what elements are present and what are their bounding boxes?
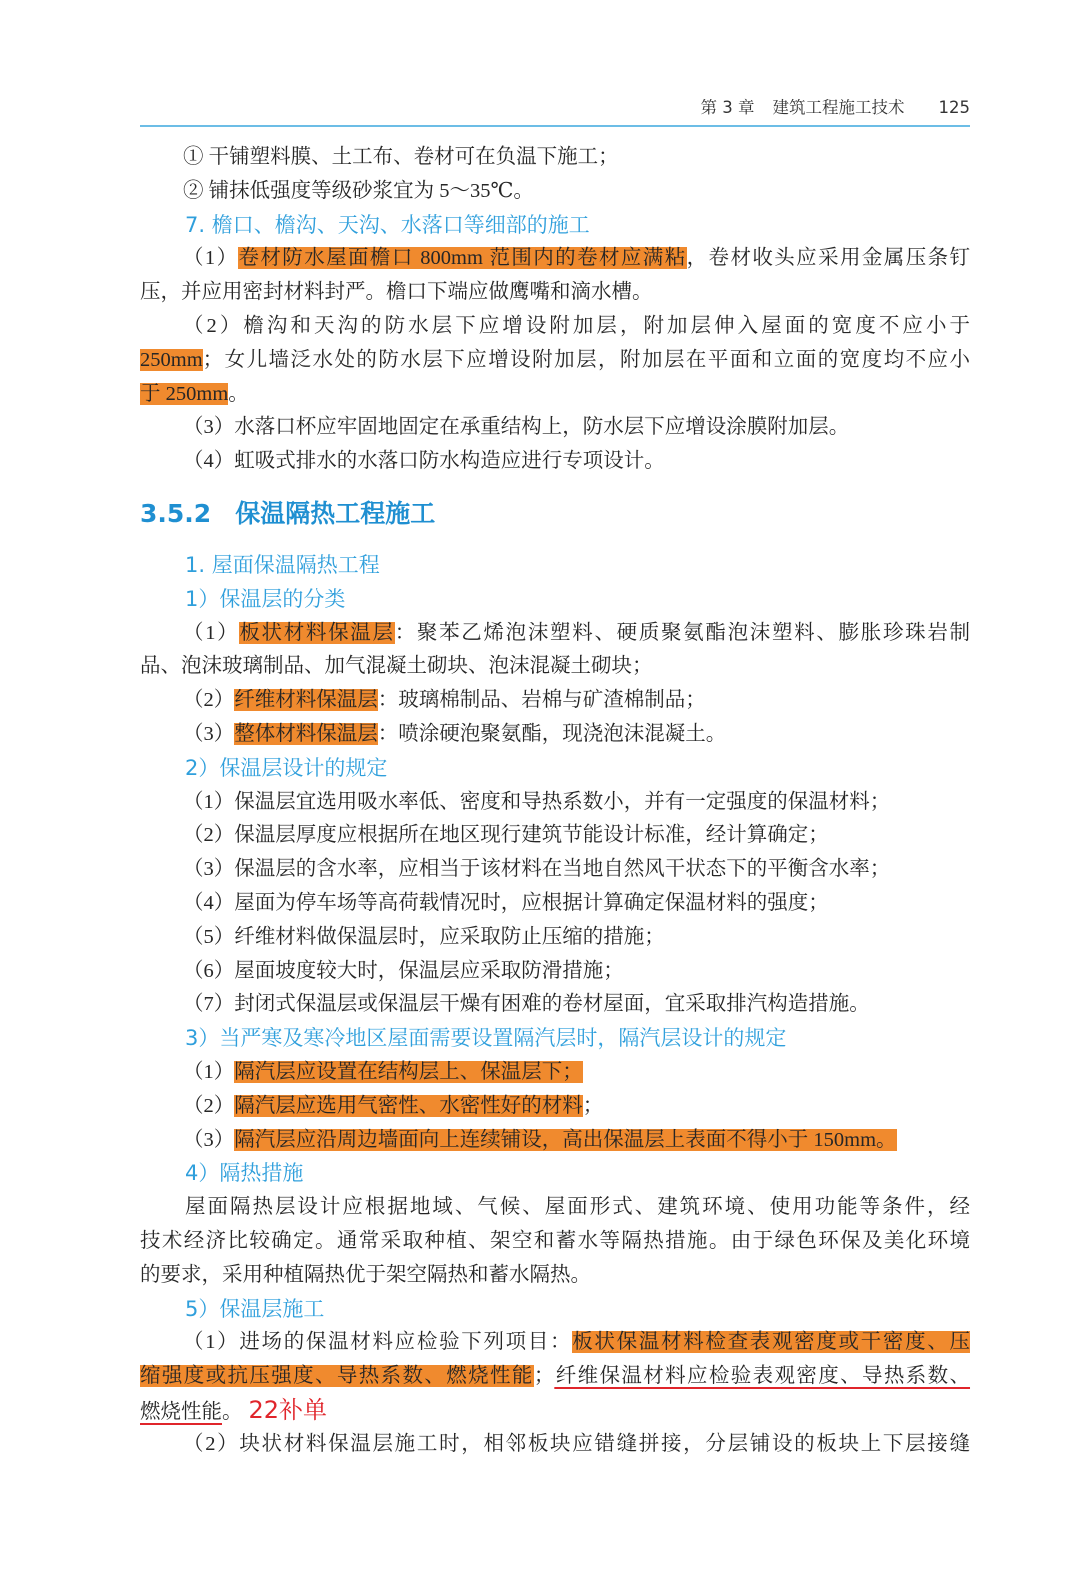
- page-header: [701, 94, 971, 118]
- body-text: （2）檐沟和天沟的防水层下应增设附加层，附加层伸入屋面的宽度不应小于: [183, 314, 970, 337]
- text-line: [140, 242, 970, 276]
- list-item: （5）纤维材料做保温层时，应采取防止压缩的措施；: [183, 925, 665, 948]
- text-line: [140, 650, 970, 684]
- highlighted-text: 隔汽层应沿周边墙面向上连续铺设，高出保温层上表面不得小于 150mm。: [234, 1128, 897, 1151]
- highlighted-text: 板状材料保温层: [239, 621, 395, 644]
- body-text: 。: [222, 1400, 243, 1423]
- text-line: [140, 786, 970, 820]
- text-line: [140, 1056, 970, 1090]
- text-line: [140, 276, 970, 310]
- body-text: 品、泡沫玻璃制品、加气混凝土砌块、泡沫混凝土砌块；: [140, 655, 653, 678]
- section-title: 保温隔热工程施工: [235, 498, 436, 528]
- body-text: ；: [582, 1094, 604, 1117]
- text-line: [140, 1394, 970, 1428]
- body-text: 压，并应用密封材料封严。檐口下端应做鹰嘴和滴水槽。: [140, 281, 653, 304]
- highlighted-text: 隔汽层应设置在结构层上、保温层下；: [234, 1060, 583, 1083]
- list-item: （4）屋面为停车场等高荷载情况时，应根据计算确定保温材料的强度；: [183, 891, 829, 914]
- subheading: 2）保温层设计的规定: [185, 755, 388, 780]
- text-line: [140, 617, 970, 651]
- text-line: [140, 988, 970, 1022]
- page-body: [140, 141, 970, 1461]
- text-line: [140, 955, 970, 989]
- highlighted-text: 250mm: [140, 348, 203, 371]
- body-text: 技术经济比较确定。通常采取种植、架空和蓄水等隔热措施。由于绿色环保及美化环境: [140, 1229, 970, 1252]
- highlighted-text: 隔汽层应选用气密性、水密性好的材料: [234, 1094, 583, 1117]
- text-line: [140, 684, 970, 718]
- body-text: ：聚苯乙烯泡沫塑料、硬质聚氨酯泡沫塑料、膨胀珍珠岩制: [394, 621, 971, 644]
- text-line: [140, 378, 970, 412]
- highlighted-text: 缩强度或抗压强度、导热系数、燃烧性能: [140, 1365, 534, 1388]
- body-text: 。: [228, 382, 249, 405]
- text-line: [140, 921, 970, 955]
- text-line: [140, 175, 970, 209]
- item-label: （2）: [183, 1094, 235, 1117]
- list-item: ② 铺抹低强度等级砂浆宜为 5～35℃。: [183, 179, 534, 202]
- body-text: （2）块状材料保温层施工时，相邻板块应错缝拼接，分层铺设的板块上下层接缝: [183, 1432, 970, 1455]
- item-label: （3）: [183, 1128, 235, 1151]
- header-rule: [140, 125, 970, 127]
- body-text: ；女儿墙泛水处的防水层下应增设附加层，附加层在平面和立面的宽度均不应小: [202, 348, 970, 371]
- highlighted-text: 板状保温材料检查表观密度或干密度、压: [572, 1331, 971, 1354]
- chapter-label: 第 3 章: [700, 98, 755, 117]
- item-label: （3）: [183, 722, 235, 745]
- text-line: [140, 718, 970, 752]
- text-line: [140, 1360, 970, 1394]
- text-line: [140, 344, 970, 378]
- text-line: [140, 819, 970, 853]
- text-line: [140, 1225, 970, 1259]
- body-text: 的要求，采用种植隔热优于架空隔热和蓄水隔热。: [140, 1263, 591, 1286]
- highlighted-text: 卷材防水屋面檐口 800mm 范围内的卷材应满粘: [238, 247, 687, 270]
- list-item: （3）保温层的含水率，应相当于该材料在当地自然风干状态下的平衡含水率；: [183, 858, 891, 881]
- list-item: ① 干铺塑料膜、土工布、卷材可在负温下施工；: [183, 146, 619, 168]
- body-text: （1）进场的保温材料应检验下列项目：: [183, 1331, 573, 1354]
- underlined-text: 纤维保温材料应检验表观密度、导热系数、: [554, 1365, 971, 1388]
- item-label: （1）: [183, 247, 239, 270]
- body-text: ：玻璃棉制品、岩棉与矿渣棉制品；: [377, 689, 706, 712]
- text-line: [140, 853, 970, 887]
- text-line: [140, 310, 970, 344]
- body-text: 屋面隔热层设计应根据地域、气候、屋面形式、建筑环境、使用功能等条件，经: [185, 1196, 970, 1219]
- body-text: （4）虹吸式排水的水落口防水构造应进行专项设计。: [183, 450, 665, 473]
- subheading: 7. 檐口、檐沟、天沟、水落口等细部的施工: [185, 212, 590, 237]
- text-line: [140, 1259, 970, 1293]
- page-number: 125: [938, 98, 970, 117]
- text-line: [140, 141, 970, 175]
- list-item: （6）屋面坡度较大时，保温层应采取防滑措施；: [183, 959, 624, 982]
- text-line: [140, 1090, 970, 1124]
- highlighted-text: 整体材料保温层: [234, 722, 378, 745]
- list-item: （1）保温层宜选用吸水率低、密度和导热系数小，并有一定强度的保温材料；: [183, 790, 891, 813]
- text-line: [140, 411, 970, 445]
- body-text: ；: [533, 1365, 555, 1388]
- subheading: 1. 屋面保温隔热工程: [185, 552, 380, 577]
- text-line: [140, 887, 970, 921]
- section-heading: [140, 479, 970, 549]
- item-label: （1）: [183, 1060, 235, 1083]
- highlighted-text: 纤维材料保温层: [234, 689, 378, 712]
- handwritten-note: 22补单: [248, 1395, 328, 1424]
- body-text: ：喷涂硬泡聚氨酯，现浇泡沫混凝土。: [377, 722, 727, 745]
- body-text: （3）水落口杯应牢固地固定在承重结构上，防水层下应增设涂膜附加层。: [183, 416, 850, 439]
- subheading: 4）隔热措施: [185, 1161, 304, 1186]
- chapter-title: 建筑工程施工技术: [772, 98, 905, 117]
- text-line: [140, 445, 970, 479]
- underlined-text: 燃烧性能: [140, 1400, 222, 1423]
- section-number: 3.5.2: [140, 498, 212, 528]
- item-label: （2）: [183, 689, 235, 712]
- subheading: 3）当严寒及寒冷地区屋面需要设置隔汽层时，隔汽层设计的规定: [185, 1026, 787, 1051]
- subheading: 1）保温层的分类: [185, 586, 346, 611]
- list-item: （7）封闭式保温层或保温层干燥有困难的卷材屋面，宜采取排汽构造措施。: [183, 993, 870, 1016]
- item-label: （1）: [183, 621, 240, 644]
- highlighted-text: 于 250mm: [140, 382, 229, 405]
- text-line: [140, 1191, 970, 1225]
- text-line: [140, 1124, 970, 1158]
- text-line: [140, 1326, 970, 1360]
- text-line: [140, 1428, 970, 1462]
- list-item: （2）保温层厚度应根据所在地区现行建筑节能设计标准，经计算确定；: [183, 824, 829, 847]
- subheading: 5）保温层施工: [185, 1296, 325, 1321]
- body-text: ，卷材收头应采用金属压条钉: [686, 247, 971, 270]
